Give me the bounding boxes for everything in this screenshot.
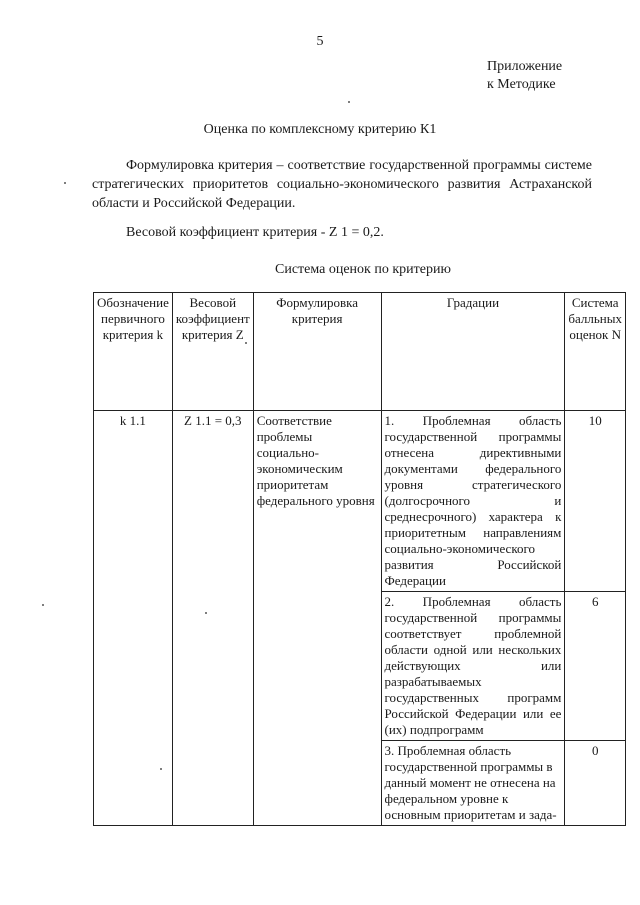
scan-speck (205, 612, 207, 614)
appendix-line-2: к Методике (487, 77, 556, 92)
header-formulation: Формулировка критерия (253, 293, 381, 411)
page-number: 5 (316, 34, 324, 49)
gradation-text: 3. Проблемная область государственной программы в данный момент не отнесена на федеральном уровне к основным приоритетам и зада- (381, 741, 565, 826)
criterion-formulation: Соответствие проблемы социально-экономическим приоритетам федерального уровня (253, 411, 381, 826)
criteria-table (93, 292, 626, 826)
document-title: Оценка по комплексному критерию К1 (203, 122, 437, 137)
scan-speck (348, 101, 350, 103)
table-row (94, 411, 626, 592)
gradation-score: 10 (565, 411, 626, 592)
gradation-text: 1. Проблемная область государственной программы отнесена директивными документами федерального уровня стратегического (долгосрочного и среднесрочного) характера к приоритетным направлениям социально-экономического развития Российской Федерации (381, 411, 565, 592)
scan-speck (42, 604, 44, 606)
table-caption: Система оценок по критерию (275, 262, 451, 277)
header-weight: Весовой коэффициент критерия Z (172, 293, 253, 411)
gradation-score: 6 (565, 592, 626, 741)
header-gradations: Градации (381, 293, 565, 411)
table-header-row (94, 293, 626, 411)
gradation-text: 2. Проблемная область государственной программы соответствует проблемной области одной или нескольких действующих или разрабатываемых государственных программ Российской Федерации или ее (их) подпрограмм (381, 592, 565, 741)
header-criterion-code: Обозначение первичного критерия k (94, 293, 173, 411)
criterion-weight: Z 1.1 = 0,3 (172, 411, 253, 826)
gradation-score: 0 (565, 741, 626, 826)
scan-speck (64, 182, 66, 184)
appendix-line-1: Приложение (487, 59, 563, 74)
appendix-label (487, 58, 562, 94)
criterion-formulation-paragraph: Формулировка критерия – соответствие государственной программы системе стратегических приоритетов социально-экономического развития Астраханской области и Российской Федерации. (92, 158, 592, 211)
scan-speck (245, 342, 247, 344)
header-score-system: Система балльных оценок N (565, 293, 626, 411)
criterion-code: k 1.1 (94, 411, 173, 826)
scan-speck (160, 768, 162, 770)
weight-coefficient-paragraph: Весовой коэффициент критерия - Z 1 = 0,2. (126, 225, 384, 240)
